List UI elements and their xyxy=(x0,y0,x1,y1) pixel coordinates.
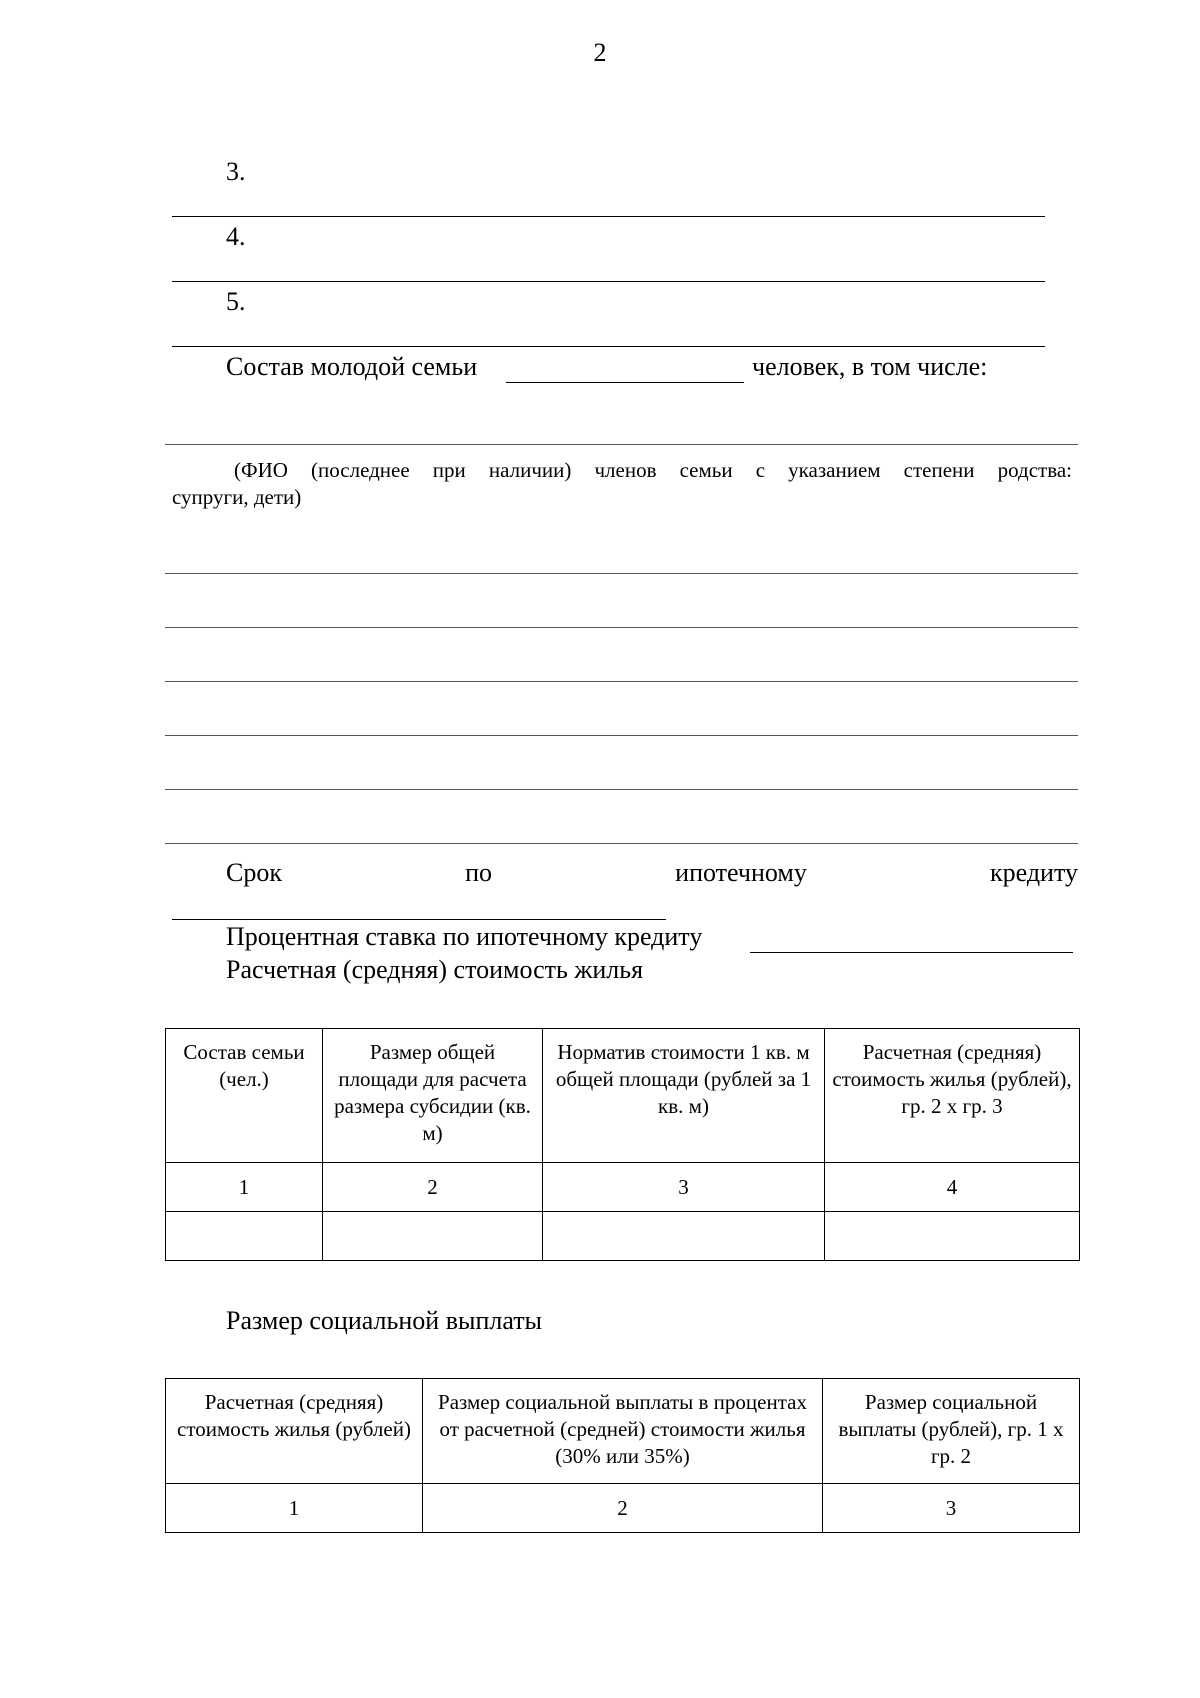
member-line-1[interactable] xyxy=(165,573,1078,574)
family-members-line[interactable] xyxy=(165,444,1078,445)
member-line-3[interactable] xyxy=(165,681,1078,682)
mortgage-term-label xyxy=(226,858,1078,888)
social-table-header: Размер социальной выплаты в процентах от расчетной (средней) стоимости жилья (30% или 35%) xyxy=(423,1379,823,1484)
term-word-1: Срок xyxy=(226,858,282,887)
mortgage-term-blank[interactable] xyxy=(172,919,666,920)
item-3-label: 3. xyxy=(226,157,246,186)
estimated-cost-label: Расчетная (средняя) стоимость жилья xyxy=(226,955,644,984)
social-table-header: Расчетная (средняя) стоимость жилья (рублей) xyxy=(166,1379,423,1484)
cost-table-cell[interactable] xyxy=(323,1212,543,1261)
family-count-blank[interactable] xyxy=(506,382,744,383)
family-composition-label: Состав молодой семьи xyxy=(226,352,478,381)
note-line-1: (ФИО (последнее при наличии) членов семьи с указанием степени родства: xyxy=(234,458,1072,482)
cost-table-header: Состав семьи (чел.) xyxy=(166,1029,323,1163)
cost-table-col-number: 1 xyxy=(166,1163,323,1212)
family-members-note xyxy=(172,457,1072,511)
social-table-col-number: 3 xyxy=(823,1484,1080,1533)
social-payment-label: Размер социальной выплаты xyxy=(226,1306,543,1335)
member-line-4[interactable] xyxy=(165,735,1078,736)
term-word-3: ипотечному xyxy=(675,858,807,887)
cost-table-header: Норматив стоимости 1 кв. м общей площади (рублей за 1 кв. м) xyxy=(543,1029,825,1163)
item-4-label: 4. xyxy=(226,222,246,251)
cost-table-col-number: 2 xyxy=(323,1163,543,1212)
member-line-6[interactable] xyxy=(165,843,1078,844)
social-table-col-number: 1 xyxy=(166,1484,423,1533)
social-payment-table xyxy=(165,1378,1080,1533)
page-number: 2 xyxy=(593,38,607,67)
cost-table-header: Размер общей площади для расчета размера субсидии (кв. м) xyxy=(323,1029,543,1163)
item-3-line[interactable] xyxy=(172,216,1045,217)
cost-table-col-number: 3 xyxy=(543,1163,825,1212)
social-table-header: Размер социальной выплаты (рублей), гр. 1 х гр. 2 xyxy=(823,1379,1080,1484)
note-line-2: супруги, дети) xyxy=(172,485,302,509)
member-line-2[interactable] xyxy=(165,627,1078,628)
item-5-line[interactable] xyxy=(172,346,1045,347)
cost-table-col-number: 4 xyxy=(825,1163,1080,1212)
cost-table-header: Расчетная (средняя) стоимость жилья (рублей), гр. 2 х гр. 3 xyxy=(825,1029,1080,1163)
cost-table xyxy=(165,1028,1080,1261)
member-line-5[interactable] xyxy=(165,789,1078,790)
social-table-col-number: 2 xyxy=(423,1484,823,1533)
term-word-4: кредиту xyxy=(989,858,1078,887)
family-composition-suffix: человек, в том числе: xyxy=(752,352,988,381)
item-5-label: 5. xyxy=(226,287,246,316)
term-word-2: по xyxy=(465,858,493,887)
interest-rate-label: Процентная ставка по ипотечному кредиту xyxy=(226,922,703,951)
item-4-line[interactable] xyxy=(172,281,1045,282)
cost-table-cell[interactable] xyxy=(543,1212,825,1261)
cost-table-cell[interactable] xyxy=(825,1212,1080,1261)
interest-rate-blank[interactable] xyxy=(750,952,1073,953)
cost-table-cell[interactable] xyxy=(166,1212,323,1261)
